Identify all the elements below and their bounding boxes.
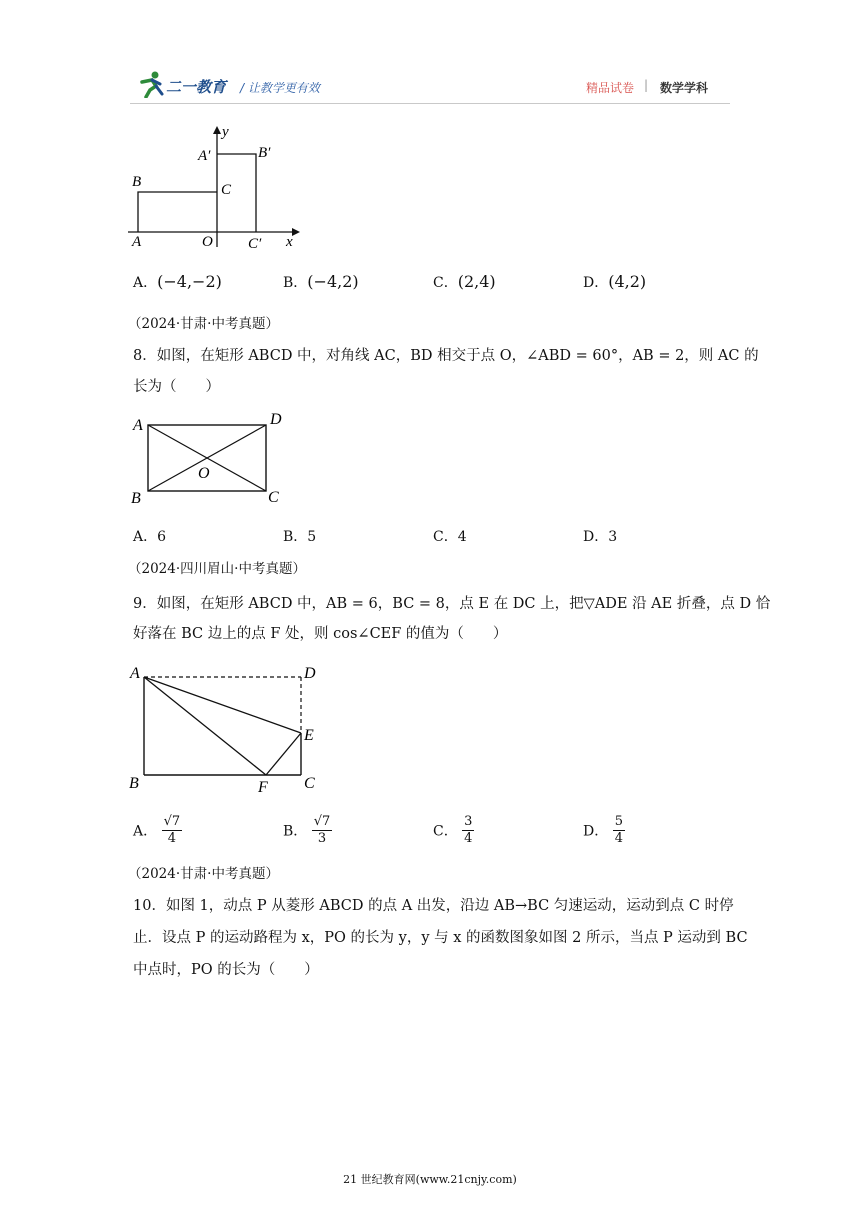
q7-option-d[interactable] [583,272,646,292]
q9-option-c-fraction [462,814,474,847]
q8-text-line-2: 长为（ ） [133,379,220,395]
q9-option-c-numerator: 3 [464,814,473,829]
q9-option-a-numerator: √7 [163,814,181,829]
q7-label-a: A [132,234,142,250]
q8-option-d-letter: D． [583,529,609,545]
header-divider: | [644,78,649,92]
q7-label-c: C [221,182,232,198]
header-subject: 数学学科 [660,81,709,95]
q8-label-a: A [133,417,143,434]
q7-option-c-letter: C． [433,275,458,291]
q7-option-d-letter: D． [583,275,609,291]
q8-label-d: D [270,411,282,428]
q7-label-a-prime: A′ [198,148,211,164]
q9-text-line-2: 好落在 BC 边上的点 F 处，则 cos∠CEF 的值为（ ） [133,626,508,642]
q7-option-a[interactable] [133,272,222,292]
q9-option-a[interactable] [133,814,182,847]
q7-label-x: x [286,234,293,250]
q9-label-d: D [304,665,316,682]
header [130,68,730,102]
q9-text-line-1: 9．如图，在矩形 ABCD 中，AB = 6，BC = 8，点 E 在 DC 上，把▽ADE 沿 AE 折叠，点 D 恰 [133,596,771,612]
q9-label-f: F [258,779,268,796]
q7-option-a-value: (−4,−2) [157,272,222,291]
q8-label-c: C [268,489,279,506]
q7-option-a-letter: A． [133,275,158,291]
q7-coordinate-figure [128,122,308,252]
runner-logo-icon [138,70,164,98]
q9-label-b: B [129,775,139,792]
q7-option-b-value: (−4,2) [307,272,359,291]
q8-option-a-value: 6 [157,529,167,545]
q9-label-c: C [304,775,315,792]
header-badge: 精品试卷 [586,81,635,95]
q8-source: （2024·甘肃·中考真题） [128,316,279,332]
q8-option-d[interactable] [583,526,617,546]
q8-label-o: O [198,465,210,482]
q9-option-b-numerator: √7 [313,814,331,829]
q8-option-a[interactable] [133,526,166,546]
q10-source: （2024·甘肃·中考真题） [128,866,279,882]
q7-label-y: y [222,124,229,140]
q10-text-line-1: 10．如图 1，动点 P 从菱形 ABCD 的点 A 出发，沿边 AB→BC 匀速运动，运动到点 C 时停 [133,898,734,914]
q9-option-d-numerator: 5 [614,814,623,829]
q7-option-b[interactable] [283,272,359,292]
brand-name: 二一教育 [166,78,227,96]
q8-option-c[interactable] [433,526,467,546]
q7-label-b: B [132,174,142,190]
q7-option-d-value: (4,2) [608,272,647,291]
q9-option-d-fraction [613,814,625,847]
q8-option-b[interactable] [283,526,316,546]
q8-option-a-letter: A． [133,529,158,545]
q9-option-d-letter: D． [583,823,609,840]
page-footer: 21 世纪教育网(www.21cnjy.com) [343,1173,517,1186]
q10-text-line-2: 止．设点 P 的运动路程为 x，PO 的长为 y，y 与 x 的函数图象如图 2 所示，当点 P 运动到 BC [133,930,748,946]
q7-label-c-prime: C′ [248,236,262,252]
q8-option-b-letter: B． [283,529,308,545]
q7-option-b-letter: B． [283,275,308,291]
q9-fold-figure [126,660,326,800]
q9-option-c[interactable] [433,814,474,847]
q9-option-b-denominator: 3 [317,831,327,846]
q9-option-a-fraction [162,814,183,847]
q9-label-e: E [304,727,314,744]
q9-option-b-letter: B． [283,823,308,840]
q8-rectangle-figure [128,408,288,508]
q9-label-a: A [130,665,140,682]
q9-option-d[interactable] [583,814,625,847]
q9-option-b-fraction [312,814,333,847]
q7-option-c-value: (2,4) [457,272,496,291]
q8-option-b-value: 5 [307,529,317,545]
q7-option-c[interactable] [433,272,496,292]
q9-option-b[interactable] [283,814,332,847]
q7-label-o: O [202,234,213,250]
q9-option-d-denominator: 4 [614,831,623,846]
q9-option-a-letter: A． [133,823,158,840]
q10-text-line-3: 中点时，PO 的长为（ ） [133,962,319,978]
q9-option-c-denominator: 4 [464,831,473,846]
q9-source: （2024·四川眉山·中考真题） [128,561,306,577]
q9-option-c-letter: C． [433,823,458,840]
header-rule [130,103,730,104]
q8-option-c-letter: C． [433,529,458,545]
q8-option-d-value: 3 [608,529,618,545]
q7-label-b-prime: B′ [258,145,271,161]
q8-option-c-value: 4 [457,529,467,545]
q9-option-a-denominator: 4 [167,831,176,846]
q8-label-b: B [131,490,141,507]
brand-slogan: / 让教学更有效 [240,81,320,95]
q8-text-line-1: 8．如图，在矩形 ABCD 中，对角线 AC，BD 相交于点 O，∠ABD = 60°，AB = 2，则 AC 的 [133,348,759,364]
